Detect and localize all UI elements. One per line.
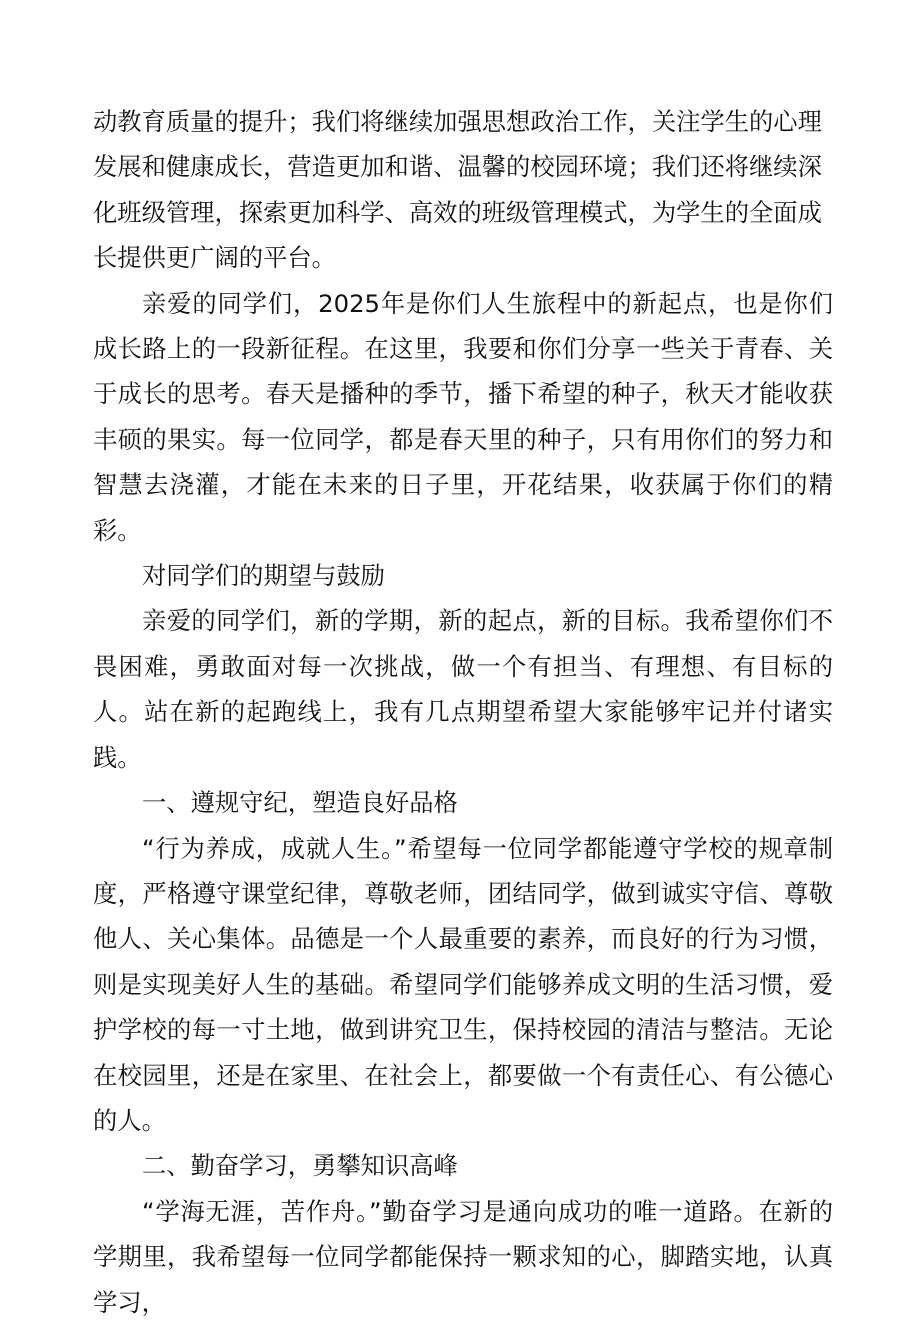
paragraph-study: “学海无涯，苦作舟。”勤奋学习是通向成功的唯一道路。在新的学期里，我希望每一位同学都能保持一颗求知的心，脚踏实地，认真学习， xyxy=(93,1196,833,1317)
paragraph-new-semester: 亲爱的同学们，新的学期，新的起点，新的目标。我希望你们不畏困难，勇敢面对每一次挑战，做一个有担当、有理想、有目标的人。站在新的起跑线上，我有几点期望希望大家能够牢记并付诸实践。 xyxy=(93,606,833,772)
subheading-discipline: 一、遵规守纪，塑造良好品格 xyxy=(142,788,458,818)
subheading-study: 二、勤奋学习，勇攀知识高峰 xyxy=(142,1151,458,1181)
paragraph-new-starting-point: 亲爱的同学们，2025年是你们人生旅程中的新起点，也是你们成长路上的一段新征程。在这里，我要和你们分享一些关于青春、关于成长的思考。春天是播种的季节，播下希望的种子，秋天才能收获丰硕的果实。每一位同学，都是春天里的种子，只有用你们的努力和智慧去浇灌，才能在未来的日子里，开花结果，收获属于你们的精彩。 xyxy=(93,288,833,545)
paragraph-discipline: “行为养成，成就人生。”希望每一位同学都能遵守学校的规章制度，严格遵守课堂纪律，尊敬老师，团结同学，做到诚实守信、尊敬他人、关心集体。品德是一个人最重要的素养，而良好的行为习惯，则是实现美好人生的基础。希望同学们能够养成文明的生活习惯，爱护学校的每一寸土地，做到讲究卫生，保持校园的清洁与整洁。无论在校园里，还是在家里、在社会上，都要做一个有责任心、有公德心的人。 xyxy=(93,833,833,1135)
section-heading-expectations: 对同学们的期望与鼓励 xyxy=(142,561,385,591)
document-body xyxy=(93,99,833,1325)
paragraph-continuation: 动教育质量的提升；我们将继续加强思想政治工作，关注学生的心理发展和健康成长，营造更加和谐、温馨的校园环境；我们还将继续深化班级管理，探索更加科学、高效的班级管理模式，为学生的全面成长提供更广阔的平台。 xyxy=(93,107,822,273)
